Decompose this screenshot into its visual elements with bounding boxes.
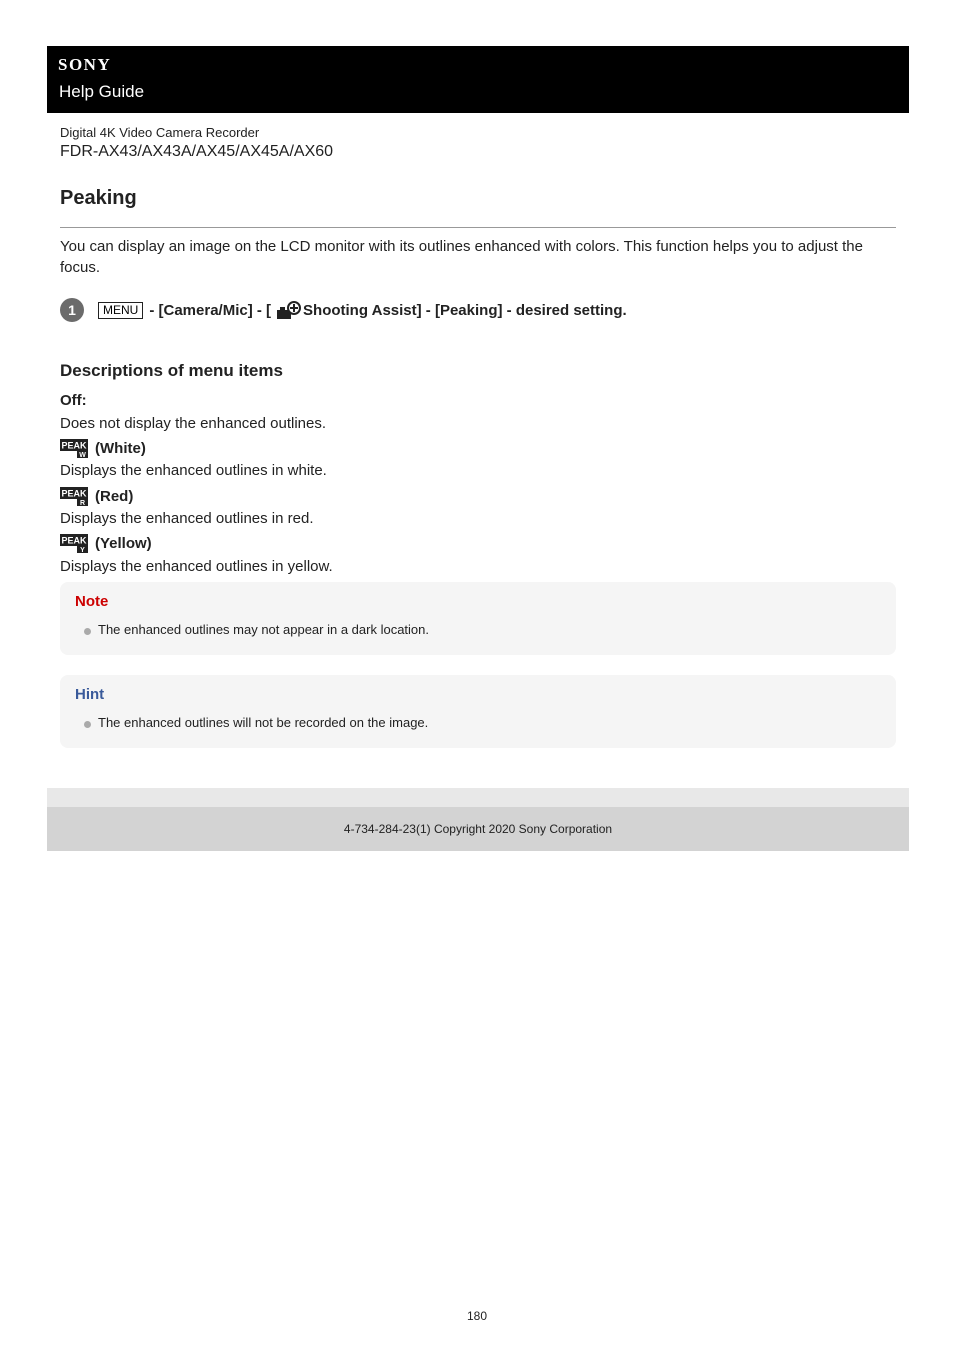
hint-item: [84, 715, 428, 730]
product-category: Digital 4K Video Camera Recorder: [60, 125, 260, 140]
peak-white-icon-sub: W: [79, 452, 86, 458]
item-yellow-label: [60, 534, 152, 553]
step-instruction: [98, 299, 627, 321]
step-text-part1: - [Camera/Mic] - [: [149, 301, 272, 319]
page-number: 180: [466, 1309, 488, 1323]
peak-yellow-icon-text: PEAK: [61, 535, 87, 546]
page-header: [47, 46, 909, 113]
copyright-text: 4-734-284-23(1) Copyright 2020 Sony Corporation: [343, 822, 613, 836]
step-text-part2: Shooting Assist] - [Peaking] - desired setting.: [303, 301, 627, 319]
step-number-badge: 1: [60, 298, 84, 322]
peak-yellow-icon-sub: Y: [80, 547, 85, 553]
item-yellow-desc: Displays the enhanced outlines in yellow.: [60, 558, 333, 575]
intro-paragraph: You can display an image on the LCD monitor with its outlines enhanced with colors. This function helps you to adjust the focus.: [60, 238, 863, 276]
page-footer: [47, 807, 909, 851]
item-red-label: [60, 487, 133, 506]
bullet-icon: [84, 628, 91, 635]
hint-box: [60, 675, 896, 748]
peak-red-icon-sub: R: [79, 500, 86, 506]
page-title: Peaking: [60, 187, 137, 209]
peak-white-icon: [60, 439, 90, 458]
item-off-desc: Does not display the enhanced outlines.: [60, 415, 327, 432]
item-white-name: (White): [95, 440, 146, 457]
footer-band: [47, 788, 909, 807]
note-text: The enhanced outlines may not appear in a dark location.: [98, 622, 429, 637]
title-divider: [60, 227, 896, 228]
help-guide-label: Help Guide: [59, 82, 145, 101]
hint-text: The enhanced outlines will not be recorded on the image.: [98, 715, 429, 730]
note-box: [60, 582, 896, 655]
note-title: Note: [75, 593, 109, 610]
peak-red-icon-text: PEAK: [61, 488, 87, 499]
step-1: [60, 297, 900, 323]
peak-yellow-icon: [60, 534, 90, 553]
peak-red-icon: [60, 487, 90, 506]
bullet-icon: [84, 721, 91, 728]
menu-key-icon: MENU: [98, 302, 143, 319]
peak-white-icon-text: PEAK: [61, 440, 87, 451]
product-model: FDR-AX43/AX43A/AX45/AX45A/AX60: [60, 143, 334, 160]
item-yellow-name: (Yellow): [95, 535, 152, 552]
item-white-desc: Displays the enhanced outlines in white.: [60, 462, 327, 479]
sony-logo: SONY: [58, 55, 112, 74]
hint-title: Hint: [75, 686, 105, 703]
item-white-label: [60, 439, 146, 458]
note-item: [84, 622, 429, 637]
item-red-desc: Displays the enhanced outlines in red.: [60, 510, 314, 527]
shooting-assist-icon: [275, 299, 303, 321]
item-red-name: (Red): [95, 488, 134, 505]
descriptions-heading: Descriptions of menu items: [60, 361, 283, 380]
item-off-label: Off:: [60, 392, 87, 409]
